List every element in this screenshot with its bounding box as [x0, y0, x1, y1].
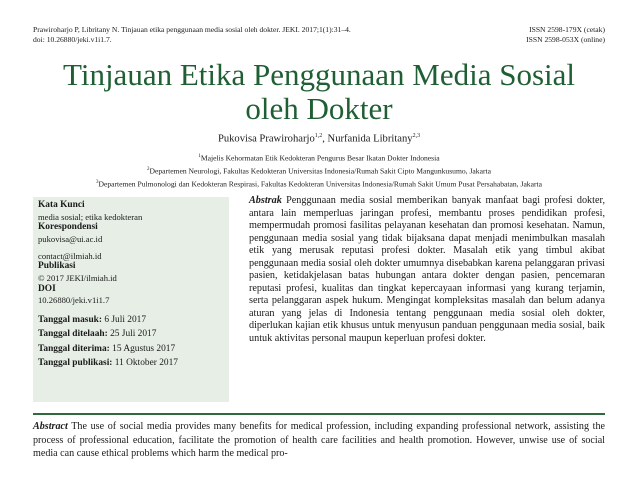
- title-line-1: Tinjauan Etika Penggunaan Media Sosial: [62, 57, 575, 92]
- received-value: 6 Juli 2017: [104, 314, 147, 325]
- copyright-value: © 2017 JEKI/ilmiah.id: [38, 272, 117, 283]
- spacer: [38, 306, 224, 312]
- affiliation-mark: 3: [95, 180, 99, 185]
- abstract-indonesian: [249, 195, 605, 346]
- running-header-citation: [33, 25, 351, 45]
- citation-text: Prawiroharjo P, Libritany N. Tinjauan etika penggunaan media sosial oleh dokter. JEKI. 2017;1(1):31–4.: [33, 25, 351, 34]
- email-link[interactable]: contact@ilmiah.id: [38, 250, 102, 261]
- doi-heading: DOI: [38, 283, 56, 294]
- affiliation-1: [0, 152, 638, 164]
- reviewed-value: 25 Juli 2017: [110, 329, 157, 340]
- doi-value[interactable]: 10.26880/jeki.v1i1.7: [38, 295, 110, 306]
- received-date: [38, 315, 224, 327]
- affiliation-text: Departemen Pulmonologi dan Kedokteran Respirasi, Fakultas Kedokteran Universitas Indonesia/Rumah Sakit Umum Pusat Persahabatan, Jakarta: [98, 179, 542, 189]
- author-affiliation-mark: 2,3: [412, 133, 421, 139]
- publication-value: 11 Oktober 2017: [114, 358, 178, 369]
- affiliation-3: [0, 178, 638, 190]
- section-divider: [33, 413, 605, 415]
- abstract-english: [33, 420, 605, 461]
- doi-text: doi: 10.26880/jeki.v1i1.7.: [33, 35, 112, 44]
- accepted-date: [38, 344, 224, 356]
- publication-heading: Publikasi: [38, 261, 76, 272]
- abstract-label: Abstract: [33, 421, 68, 432]
- article-info-box: [33, 197, 229, 402]
- issn-print: ISSN 2598-179X (cetak): [529, 25, 605, 34]
- accepted-label: Tanggal diterima:: [38, 343, 110, 354]
- affiliation-mark: 1: [198, 154, 201, 159]
- article-title: [0, 58, 638, 126]
- affiliation-mark: 2: [147, 167, 150, 172]
- issn-online: ISSN 2598-053X (online): [526, 35, 605, 44]
- author-list: [0, 130, 638, 146]
- author-name: Pukovisa Prawiroharjo: [217, 133, 315, 145]
- correspondence-heading: Korespondensi: [38, 222, 98, 233]
- affiliation-text: Departemen Neurologi, Fakultas Kedokteran Universitas Indonesia/Rumah Sakit Cipto Mangunkusumo, Jakarta: [149, 166, 491, 176]
- title-line-2: oleh Dokter: [245, 91, 393, 126]
- reviewed-date: [38, 329, 224, 341]
- abstract-body: The use of social media provides many benefits for medical profession, including expanding professional network, assisting the process of professional education, facilitate the promotion of health care facilities and health promotion. However, unwise use of social media can cause ethical problems which harm the medical pro-: [33, 421, 605, 459]
- received-label: Tanggal masuk:: [38, 314, 102, 325]
- affiliation-2: [0, 165, 638, 177]
- keywords-value: media sosial; etika kedokteran: [38, 211, 143, 222]
- author-affiliation-mark: 1,2: [314, 133, 323, 139]
- publication-date: [38, 358, 224, 370]
- publication-label: Tanggal publikasi:: [38, 358, 113, 369]
- reviewed-label: Tanggal ditelaah:: [38, 329, 108, 340]
- keywords-heading: Kata Kunci: [38, 200, 85, 210]
- author-separator: ,: [322, 133, 328, 145]
- accepted-value: 15 Agustus 2017: [112, 343, 176, 354]
- affiliation-text: Majelis Kehormatan Etik Kedokteran Pengurus Besar Ikatan Dokter Indonesia: [200, 153, 440, 163]
- abstract-label: Abstrak: [249, 195, 282, 206]
- running-header-issn: [526, 25, 605, 45]
- abstract-body: Penggunaan media sosial memberikan banyak manfaat bagi profesi dokter, antara lain memperluas jaringan profesi, membantu proses pendidikan profesi, mempermudah promosi fasilitas pelayanan kesehatan dan promosi kesehatan. Namun, penggunaan media sosial yang tidak bijaksana dapat menjadi menimbulkan masalah etik yang merusak reputasi profesi dokter. Masalah etik yang timbul akibat penggunaan media sosial oleh dokter umumnya disebabkan karena pelanggaran privasi pasien, ketidakjelasan batas hubungan antara dokter dengan pasien, pencemaran reputasi profesi, kualitas dan tingkat kepercayaan informasi yang kurang terjamin, serta pelanggaran aspek hukum. Mengingat kompleksitas masalah dan belum adanya aturan yang jelas di Indonesia tentang penggunaan media sosial oleh dokter, diperlukan kajian etik khusus untuk menyusun panduan penggunaan media sosial, baik untuk aktivitas personal maupun keperluan profesi dokter.: [249, 195, 606, 345]
- email-link[interactable]: pukovisa@ui.ac.id: [38, 233, 103, 244]
- author-name: Nurfanida Libritany: [327, 133, 413, 145]
